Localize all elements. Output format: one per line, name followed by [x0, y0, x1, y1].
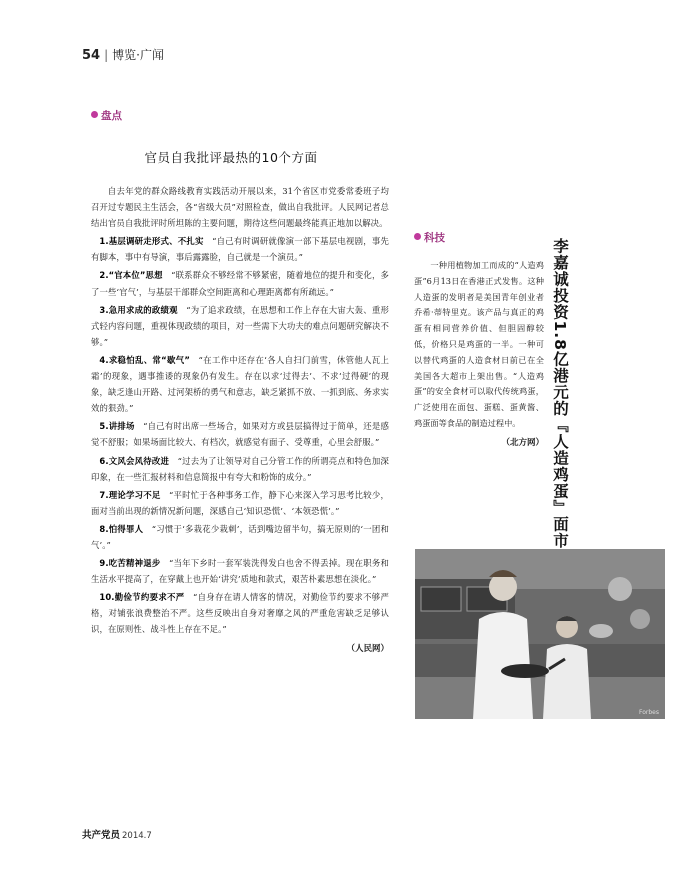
page-number: 54 [82, 48, 101, 63]
article-item-text: “联系群众不够经常不够紧密，随着地位的提升和变化，多了一些‘官气’，与基层干部群众空间距离和心理距离都有所疏远。” [91, 270, 389, 297]
article-item-heading: 10.勤俭节约要求不严 [99, 592, 185, 603]
article-item-text: “平时忙于各种事务工作，静下心来深入学习思考比较少，面对当前出现的新情况新问题，深感自己‘知识恐慌’、‘本领恐慌’。” [91, 489, 389, 516]
article-item-text: “习惯于‘多栽花少栽刺’，话到嘴边留半句，搞无原则的‘一团和气’。” [91, 523, 389, 550]
issue-number: 2014.7 [122, 831, 152, 841]
article-item-heading: 6.文风会风待改进 [99, 455, 170, 466]
sidebar-text: 一种用植物加工而成的“人造鸡蛋”6月13日在香港正式发售。这种人造蛋的发明者是美国青年创业者乔希·蒂特里克。该产品与真正的鸡蛋有相同营养价值、但胆固醇较低，价格只是鸡蛋的一半。一种可以替代鸡蛋的人造食材日前已在全美国各大超市上架出售。“人造鸡蛋”的安全食材可以取代传统鸡蛋，广泛使用在面包、蛋糕、蛋黄酱、鸡蛋面等食品的制造过程中。 [414, 260, 544, 428]
article-item-text: “自己有时出席一些场合，如果对方或县层搞得过于简单，还是感觉不舒服；如果场面比较大、有档次，就感觉有面子、受尊重，心里会舒服。” [91, 421, 389, 448]
article-item-text: “自身存在请人情客的情况，对勤俭节约要求不够严格，对铺张浪费整治不严。这些反映出自身对奢靡之风的严重危害缺乏足够认识，在原则性、战斗性上存在不足。” [91, 592, 389, 635]
sidebar-body [414, 258, 544, 452]
article-item [91, 267, 389, 299]
section-name: 博览·广闻 [112, 48, 164, 62]
article-item-heading: 5.讲排场 [99, 421, 135, 432]
kitchen-photo-illustration [415, 549, 665, 719]
article-item-heading: 1.基层调研走形式、不扎实 [99, 236, 204, 247]
article-item-text: “自己有时调研就像演一部下基层电视剧，事先有脚本，事中有导演，事后露露脸，自己就是一个演员。” [91, 236, 389, 263]
page-header [82, 46, 164, 63]
article-item-heading: 2.“官本位”思想 [99, 270, 163, 281]
header-divider: | [104, 48, 109, 62]
bullet-dot-icon [91, 111, 98, 118]
page-footer [82, 827, 152, 841]
article-item-heading: 7.理论学习不足 [99, 489, 161, 500]
sidebar-source: （北方网） [501, 437, 544, 448]
article-item [91, 302, 389, 350]
article-item [91, 418, 389, 450]
article-title: 官员自我批评最热的10个方面 [144, 150, 318, 165]
article-item-heading: 9.吃苦精神退步 [99, 558, 161, 569]
article-body [91, 183, 389, 656]
section-tag-label: 盘点 [101, 110, 122, 122]
kitchen-photo [415, 549, 665, 719]
article-item [91, 487, 389, 519]
photo-credit: Forbes [638, 709, 659, 716]
article-item-text: “过去为了让领导对自己分管工作的所谓亮点和特色加深印象，在一些汇报材料和信息简报中有夸大和粉饰的成分。” [91, 455, 389, 482]
article-item-text: “当年下乡时一套军装洗得发白也舍不得丢掉。现在职务和生活水平提高了，在穿戴上也开始‘讲究’质地和款式，艰苦朴素思想在淡化。” [91, 558, 389, 585]
article-item [91, 555, 389, 587]
article-intro: 自去年党的群众路线教育实践活动开展以来，31个省区市党委常委班子均召开过专题民主生活会，各“省级大员”对照检查，做出自我批评。人民网记者总结出官员自我批评时所坦陈的主要问题，期待这些问题最终能真正地加以解决。 [91, 186, 389, 229]
magazine-name: 共产党员 [82, 830, 121, 841]
section-tag-pandian [91, 108, 122, 123]
article-item-heading: 4.求稳怕乱、常“歇气” [99, 354, 191, 365]
section-tag-keji [414, 230, 445, 245]
article-item [91, 521, 389, 553]
article-item [91, 589, 389, 637]
bullet-dot-icon [414, 233, 421, 240]
article-items [91, 233, 389, 637]
article-source: （人民网） [346, 642, 389, 653]
article-item-heading: 8.怕得罪人 [99, 523, 144, 534]
article-item-text: “在工作中还存在‘各人自扫门前雪，休管他人瓦上霜’的现象，遇事推诿的现象仍有发生。存在以求‘过得去’、不求‘过得硬’的现象，缺乏逢山开路、过河架桥的勇气和意志，缺乏紧抓不放、一抓到底、务求实效的狠劲。” [91, 354, 389, 414]
article-item-heading: 3.急用求成的政绩观 [99, 304, 178, 315]
article-item [91, 233, 389, 265]
sidebar-vertical-title: 李嘉诚投资1.8亿港元的『人造鸡蛋』面市 [551, 238, 569, 549]
article-item [91, 453, 389, 485]
section-tag-label: 科技 [424, 232, 445, 244]
article-item-text: “为了追求政绩，在思想和工作上存在大宙大轰、重形式轻内容问题，重视体现政绩的项目，对一些需下大功夫的难点问题研究解决不够。” [91, 304, 389, 347]
article-item [91, 352, 389, 416]
